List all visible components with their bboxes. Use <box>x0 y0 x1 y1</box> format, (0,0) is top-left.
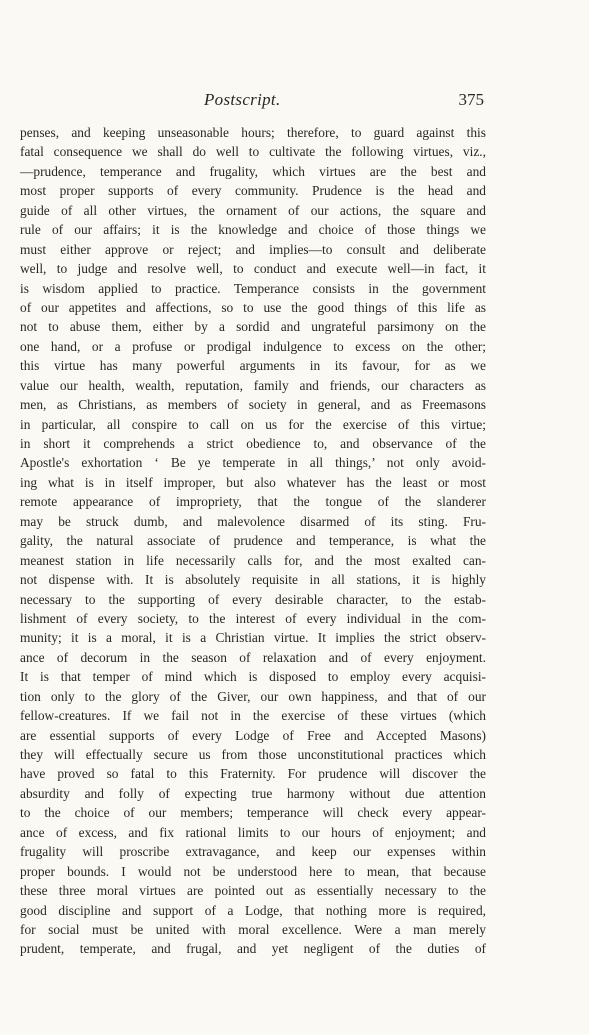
text-line: It is that temper of mind which is disposed to employ every acquisi- <box>20 669 486 685</box>
text-line: these three moral virtues are pointed out as essentially necessary to the <box>20 883 486 899</box>
text-line: good discipline and support of a Lodge, that nothing more is required, <box>20 902 486 918</box>
text-line: is wisdom applied to practice. Temperance consists in the government <box>20 280 486 296</box>
text-line: munity; it is a moral, it is a Christian virtue. It implies the strict observ- <box>20 630 486 646</box>
text-line: this virtue has many powerful arguments in its favour, for as we <box>20 358 486 374</box>
page-header <box>24 90 484 114</box>
text-line: rule of our affairs; it is the knowledge and choice of those things we <box>20 222 486 238</box>
text-line: one hand, or a profuse or prodigal indulgence to excess on the other; <box>20 338 486 354</box>
text-line: remote appearance of impropriety, that the tongue of the slanderer <box>20 494 486 510</box>
text-line: not dispense with. It is absolutely requisite in all stations, it is highly <box>20 572 486 588</box>
text-line: ance of decorum in the season of relaxation and of every enjoyment. <box>20 649 486 665</box>
text-line: in particular, all conspire to call on us for the exercise of this virtue; <box>20 416 486 432</box>
text-line: of our appetites and affections, so to use the good things of this life as <box>20 299 486 315</box>
text-line: lishment of every society, to the interest of every individual in the com- <box>20 610 486 626</box>
text-line: most proper supports of every community. Prudence is the head and <box>20 183 486 199</box>
text-line: in short it comprehends a strict obedience to, and observance of the <box>20 436 486 451</box>
text-line: Apostle's exhortation ‘ Be ye temperate in all things,’ not only avoid- <box>20 455 486 471</box>
text-line: ance of excess, and fix rational limits to our hours of enjoyment; and <box>20 824 486 840</box>
running-title: Postscript. <box>204 90 281 109</box>
text-line: fellow-creatures. If we fail not in the exercise of these virtues (which <box>20 708 486 724</box>
text-line: gality, the natural associate of prudence and temperance, is what the <box>20 533 486 549</box>
text-line: men, as Christians, as members of society in general, and as Freemasons <box>20 397 486 413</box>
text-line: well, to judge and resolve well, to conduct and execute well—in fact, it <box>20 261 486 277</box>
text-line: meanest station in life necessarily calls for, and the most exalted can- <box>20 552 486 568</box>
text-line: may be struck dumb, and malevolence disarmed of its sting. Fru- <box>20 513 486 529</box>
page-number: 375 <box>458 90 484 109</box>
text-line: for social must be united with moral excellence. Were a man merely <box>20 921 486 937</box>
text-line: they will effectually secure us from those unconstitutional practices which <box>20 747 486 762</box>
text-line: to the choice of our members; temperance will check every appear- <box>20 805 486 821</box>
text-line: frugality will proscribe extravagance, and keep our expenses within <box>20 844 486 860</box>
text-line: necessary to the supporting of every desirable character, to the estab- <box>20 591 486 607</box>
text-line: value our health, wealth, reputation, family and friends, our characters as <box>20 377 486 393</box>
text-line: proper bounds. I would not be understood here to mean, that because <box>20 863 486 879</box>
text-line: not to abuse them, either by a sordid and ungrateful parsimony on the <box>20 319 486 335</box>
body-text <box>20 123 486 959</box>
text-line: —prudence, temperance and frugality, which virtues are the best and <box>20 163 486 179</box>
text-line: prudent, temperate, and frugal, and yet negligent of the duties of <box>20 941 486 957</box>
text-line: have proved so fatal to this Fraternity. For prudence will discover the <box>20 766 486 782</box>
text-line: absurdity and folly of expecting true harmony without due attention <box>20 785 486 801</box>
text-line: ing what is in itself improper, but also whatever has the least or most <box>20 474 486 490</box>
text-line: tion only to the glory of the Giver, our own happiness, and that of our <box>20 688 486 704</box>
text-line: penses, and keeping unseasonable hours; therefore, to guard against this <box>20 125 486 140</box>
text-line: guide of all other virtues, the ornament of our actions, the square and <box>20 202 486 218</box>
text-line: must either approve or reject; and implies—to consult and deliberate <box>20 241 486 257</box>
text-line: fatal consequence we shall do well to cultivate the following virtues, viz., <box>20 144 486 160</box>
text-line: are essential supports of every Lodge of Free and Accepted Masons) <box>20 727 486 743</box>
